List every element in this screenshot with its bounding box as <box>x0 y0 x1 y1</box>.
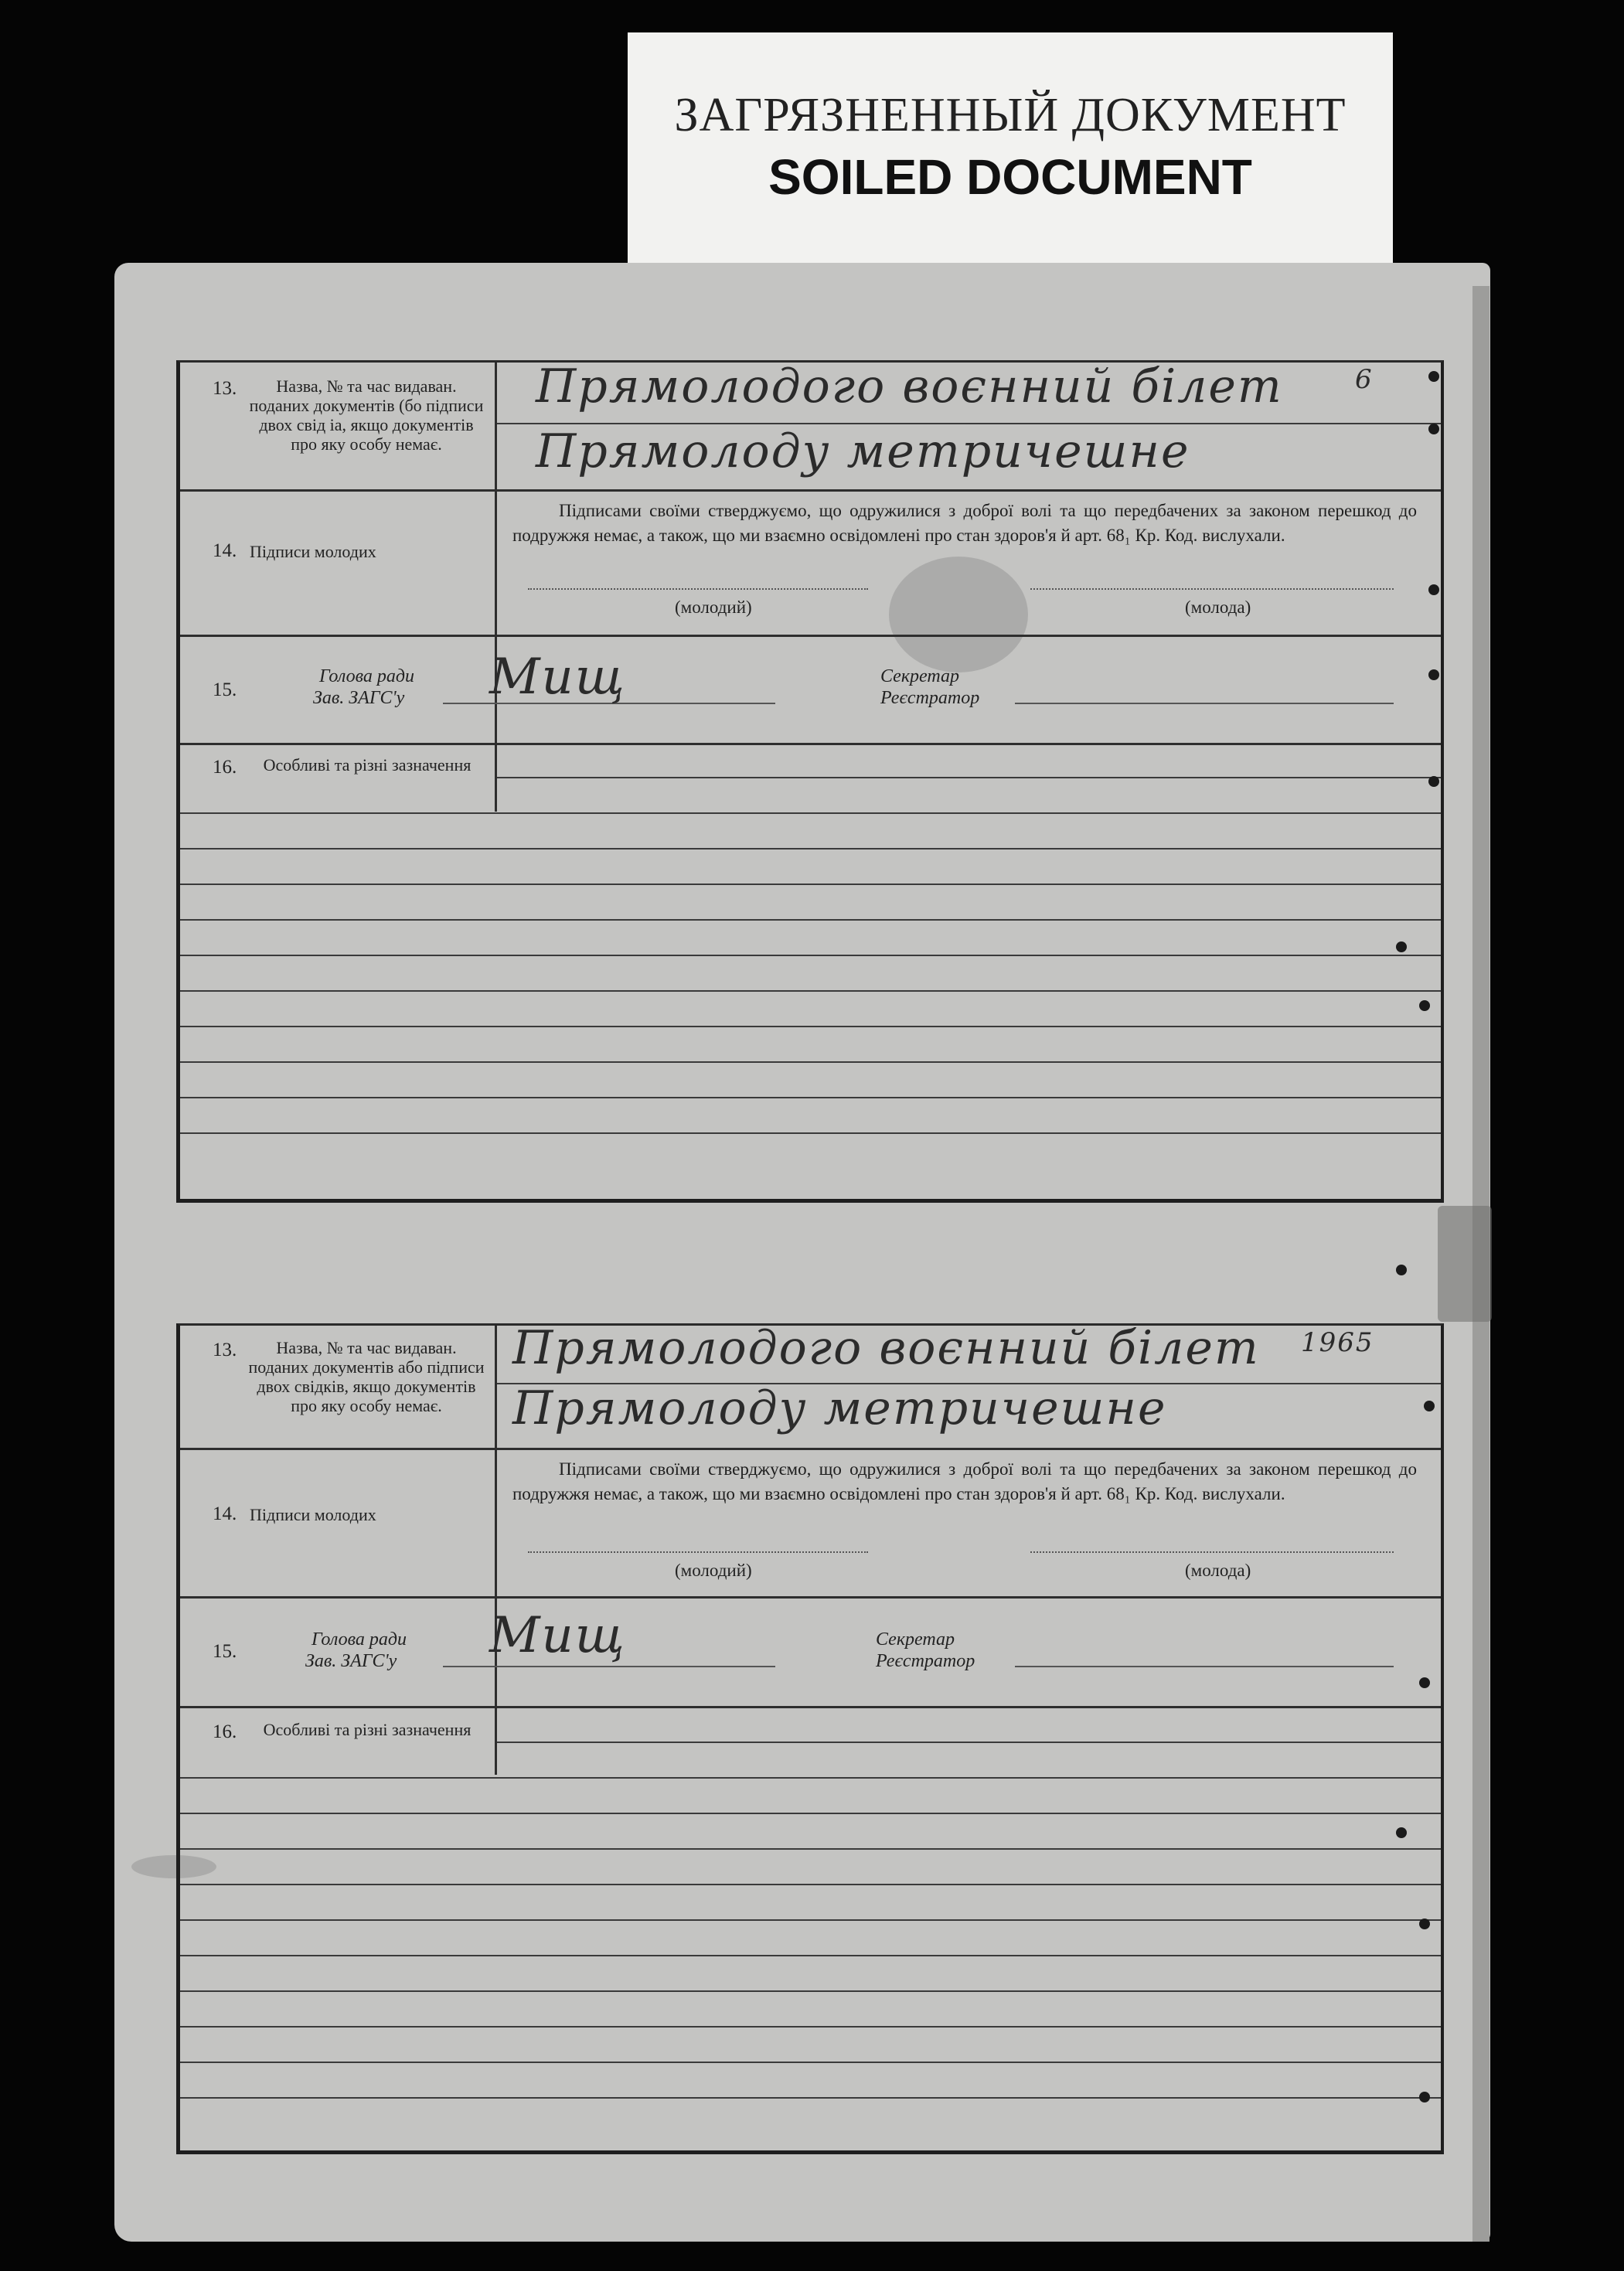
field-13-entry-line-2: Прямолоду метричешне <box>536 424 1190 478</box>
field-15-head-title-alt: Зав. ЗАГС'у <box>305 1651 397 1671</box>
groom-caption: (молодий) <box>675 1561 752 1580</box>
remarks-line <box>180 812 1441 814</box>
field-14-declaration: Підписами своїми стверджуємо, що одружилися з доброї волі та що передбачених за законом перешкод до подружжя немає, а також, що ми взаємно освідомлені про стан здоров'я й арт. 68₁ Кр. Код. вислухали. <box>512 501 1417 545</box>
binding-hole <box>1419 1677 1430 1688</box>
field-13-row <box>180 1321 1441 1450</box>
remarks-line <box>180 1990 1441 1992</box>
field-15-row <box>180 635 1441 745</box>
remarks-line <box>180 1848 1441 1850</box>
binding-hole <box>1428 584 1439 595</box>
field-15-secretary-title: Секретар <box>880 666 960 686</box>
remarks-line <box>180 884 1441 885</box>
binding-hole <box>1396 941 1407 952</box>
binding-hole <box>1419 2092 1430 2102</box>
field-13-label: Назва, № та час видаван. поданих документів (бо підписи двох свід іа, якщо документів про яку особу немає. <box>249 376 484 454</box>
remarks-line <box>180 1813 1441 1814</box>
field-14-row <box>180 1448 1441 1599</box>
field-16-area <box>180 743 1441 1199</box>
remarks-line <box>180 1884 1441 1885</box>
field-16-area <box>180 1706 1441 2154</box>
remarks-line <box>180 1097 1441 1098</box>
bride-caption: (молода) <box>1185 598 1251 617</box>
field-13-margin-mark: 6 <box>1355 364 1374 395</box>
remarks-line <box>497 1742 1441 1743</box>
remarks-line <box>497 777 1441 778</box>
remarks-line <box>180 1061 1441 1063</box>
field-15-head-title-alt: Зав. ЗАГС'у <box>313 688 405 708</box>
field-16-number: 16. <box>213 1721 237 1742</box>
remarks-line <box>180 1026 1441 1027</box>
groom-signature-line <box>528 588 868 590</box>
field-13-row <box>180 359 1441 492</box>
binding-hole <box>1428 669 1439 680</box>
remarks-line <box>180 848 1441 849</box>
field-13-entry-line-1: Прямолодого воєнний білет <box>512 1321 1260 1375</box>
binding-hole <box>1428 371 1439 382</box>
remarks-line <box>180 1919 1441 1921</box>
remarks-line <box>180 1777 1441 1779</box>
remarks-line <box>180 2026 1441 2028</box>
field-13-margin-mark: 1965 <box>1301 1327 1374 1358</box>
bride-signature-line <box>1030 588 1394 590</box>
field-13-number: 13. <box>213 378 237 399</box>
bride-signature-line <box>1030 1551 1394 1553</box>
marriage-record-form-top <box>176 360 1444 1203</box>
binding-hole <box>1424 1401 1435 1411</box>
field-16-label: Особливі та різні зазначення <box>263 1720 472 1739</box>
remarks-line <box>180 955 1441 956</box>
field-15-secretary-title: Секретар <box>876 1629 955 1650</box>
remarks-line <box>180 1132 1441 1134</box>
field-14-number: 14. <box>213 540 237 561</box>
field-14-declaration: Підписами своїми стверджуємо, що одружилися з доброї волі та що передбачених за законом перешкод до подружжя немає, а також, що ми взаємно освідомлені про стан здоров'я й арт. 68₁ Кр. Код. вислухали. <box>512 1459 1417 1503</box>
soiled-document-label <box>628 32 1393 278</box>
field-14-row <box>180 489 1441 637</box>
field-15-number: 15. <box>213 679 237 700</box>
field-14-label: Підписи молодих <box>250 1505 376 1524</box>
remarks-line <box>180 990 1441 992</box>
field-15-registrar-title: Реєстратор <box>876 1651 975 1671</box>
field-15-head-title: Голова ради <box>319 666 414 686</box>
groom-signature-line <box>528 1551 868 1553</box>
field-13-number: 13. <box>213 1340 237 1360</box>
head-signature: Мищ <box>489 649 626 706</box>
binding-hole <box>1428 776 1439 787</box>
marriage-record-form-bottom <box>176 1323 1444 2154</box>
field-13-label: Назва, № та час видаван. поданих документів або підписи двох свідків, якщо документів про яку особу немає. <box>248 1338 485 1415</box>
binding-hole <box>1419 1919 1430 1929</box>
binding-hole <box>1419 1000 1430 1011</box>
binding-hole <box>1396 1265 1407 1275</box>
secretary-signature-line <box>1015 703 1394 704</box>
binding-hole <box>1396 1827 1407 1838</box>
remarks-line <box>180 2062 1441 2063</box>
remarks-line <box>180 1955 1441 1956</box>
field-13-entry-line-2: Прямолоду метричешне <box>512 1381 1167 1435</box>
field-14-number: 14. <box>213 1503 237 1524</box>
field-16-number: 16. <box>213 757 237 778</box>
field-15-row <box>180 1596 1441 1708</box>
head-signature: Мищ <box>489 1607 626 1664</box>
sheet-tear-mark <box>1438 1206 1492 1322</box>
remarks-line <box>180 919 1441 921</box>
groom-caption: (молодий) <box>675 598 752 617</box>
field-16-label: Особливі та різні зазначення <box>263 755 472 775</box>
field-13-entry-line-1: Прямолодого воєнний білет <box>536 359 1283 414</box>
field-14-label: Підписи молодих <box>250 542 376 561</box>
head-signature-line <box>443 1666 775 1667</box>
remarks-line <box>180 2097 1441 2099</box>
label-english: SOILED DOCUMENT <box>768 149 1252 205</box>
field-15-registrar-title: Реєстратор <box>880 688 980 708</box>
field-15-head-title: Голова ради <box>312 1629 407 1650</box>
label-russian: ЗАГРЯЗНЕННЫЙ ДОКУМЕНТ <box>674 89 1347 141</box>
binding-hole <box>1428 424 1439 434</box>
field-15-number: 15. <box>213 1641 237 1662</box>
bride-caption: (молода) <box>1185 1561 1251 1580</box>
secretary-signature-line <box>1015 1666 1394 1667</box>
